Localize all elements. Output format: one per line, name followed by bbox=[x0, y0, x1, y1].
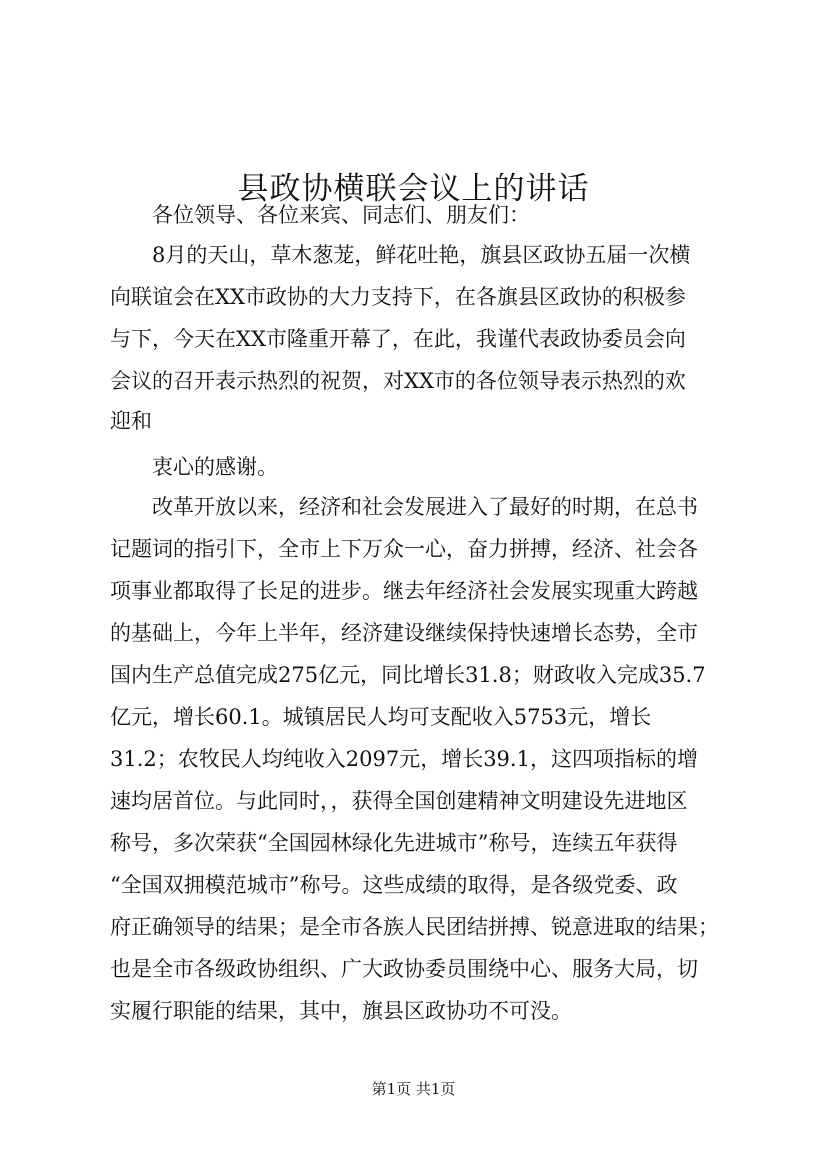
page-footer: 第1页 共1页 bbox=[371, 1080, 456, 1098]
text-line: 国内生产总值完成275亿元，同比增长31.8；财政收入完成35.7 bbox=[110, 663, 706, 687]
text-line: 的基础上，今年上半年，经济建设继续保持快速增长态势，全市 bbox=[110, 621, 698, 645]
text-line: 称号，多次荣获“全国园林绿化先进城市”称号，连续五年获得 bbox=[110, 831, 678, 855]
text-line: 迎和 bbox=[110, 409, 152, 433]
text-line: 也是全市各级政协组织、广大政协委员围绕中心、服务大局，切 bbox=[110, 957, 698, 981]
text-line: 衷心的感谢。 bbox=[152, 455, 278, 479]
text-line: 亿元，增长60.1。城镇居民人均可支配收入5753元，增长 bbox=[110, 705, 652, 729]
text-line: 31.2；农牧民人均纯收入2097元，增长39.1，这四项指标的增 bbox=[110, 747, 698, 771]
text-line: 会议的召开表示热烈的祝贺，对XX市的各位领导表示热烈的欢 bbox=[110, 369, 686, 393]
text-line: “全国双拥模范城市”称号。这些成绩的取得，是各级党委、政 bbox=[110, 873, 678, 897]
text-line: 8月的天山，草木葱茏，鲜花吐艳，旗县区政协五届一次横 bbox=[152, 243, 691, 267]
salutation-line: 各位领导、各位来宾、同志们、朋友们： bbox=[152, 203, 530, 227]
text-line: 向联谊会在XX市政协的大力支持下，在各旗县区政协的积极参 bbox=[110, 285, 686, 309]
document-title: 县政协横联会议上的讲话 bbox=[237, 170, 590, 207]
text-line: 项事业都取得了长足的进步。继去年经济社会发展实现重大跨越 bbox=[110, 579, 698, 603]
text-line: 与下，今天在XX市隆重开幕了，在此，我谨代表政协委员会向 bbox=[110, 327, 686, 351]
text-line: 府正确领导的结果；是全市各族人民团结拼搏、锐意进取的结果； bbox=[110, 915, 719, 939]
text-line: 改革开放以来，经济和社会发展进入了最好的时期，在总书 bbox=[152, 495, 698, 519]
text-line: 速均居首位。与此同时，，获得全国创建精神文明建设先进地区 bbox=[110, 789, 688, 813]
text-line: 记题词的指引下，全市上下万众一心，奋力拼搏，经济、社会各 bbox=[110, 537, 698, 561]
text-line: 实履行职能的结果，其中，旗县区政协功不可没。 bbox=[110, 999, 572, 1023]
